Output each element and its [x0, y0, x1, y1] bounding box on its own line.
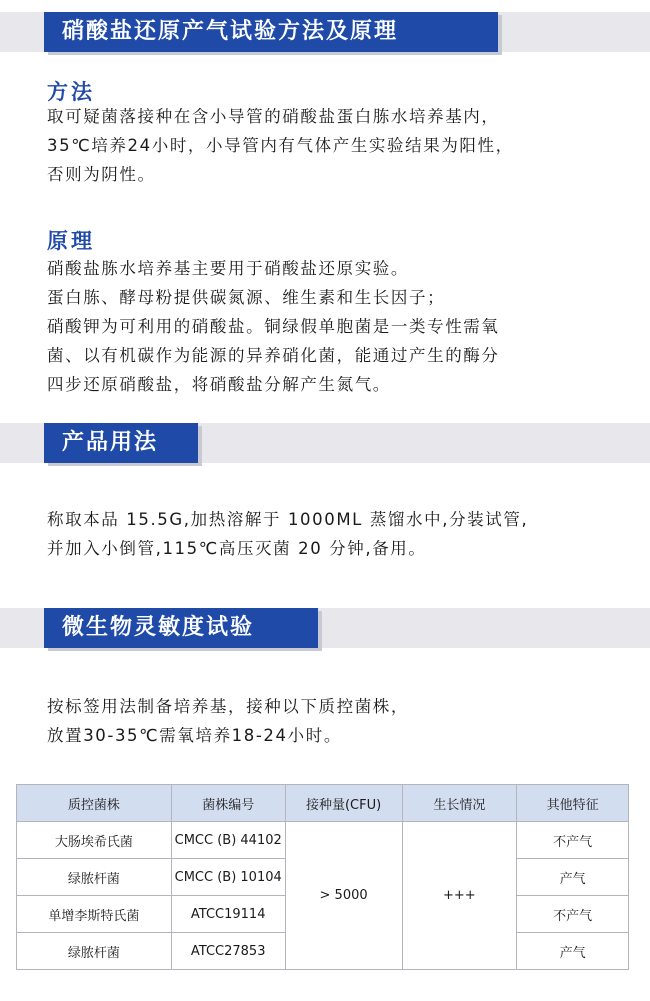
section-banner-usage [0, 423, 650, 463]
strain-cell: 大肠埃希氏菌 [17, 822, 172, 859]
section-banner-nitrate [0, 12, 650, 52]
method-line: 取可疑菌落接种在含小导管的硝酸盐蛋白胨水培养基内， [47, 107, 500, 126]
table-header-row [17, 785, 629, 822]
principle-line: 四步还原硝酸盐，将硝酸盐分解产生氮气。 [47, 375, 391, 394]
code-cell: ATCC19114 [171, 896, 285, 933]
sensitivity-line: 按标签用法制备培养基，接种以下质控菌株， [47, 697, 409, 716]
code-cell: CMCC (B) 10104 [171, 859, 285, 896]
feature-cell: 不产气 [517, 896, 629, 933]
principle-line: 菌、以有机碳作为能源的异养硝化菌，能通过产生的酶分 [47, 346, 500, 365]
section-banner-sensitivity [0, 608, 650, 648]
strain-cell: 绿脓杆菌 [17, 859, 172, 896]
table-row [17, 822, 629, 859]
usage-line: 并加入小倒管,115℃高压灭菌 20 分钟,备用。 [47, 539, 427, 558]
header-code: 菌株编号 [171, 785, 285, 822]
sensitivity-line: 放置30-35℃需氧培养18-24小时。 [47, 726, 342, 745]
banner-title: 微生物灵敏度试验 [44, 608, 318, 648]
header-inoculum: 接种量(CFU) [285, 785, 402, 822]
code-cell: CMCC (B) 44102 [171, 822, 285, 859]
method-line: 35℃培养24小时，小导管内有气体产生实验结果为阳性， [47, 136, 514, 155]
header-growth: 生长情况 [402, 785, 517, 822]
header-strain: 质控菌株 [17, 785, 172, 822]
principle-line: 硝酸钾为可利用的硝酸盐。铜绿假单胞菌是一类专性需氧 [47, 317, 500, 336]
principle-heading: 原理 [47, 229, 95, 253]
feature-cell: 产气 [517, 933, 629, 970]
qc-strain-table [16, 784, 629, 970]
inoculum-cell: > 5000 [285, 822, 402, 970]
feature-cell: 不产气 [517, 822, 629, 859]
banner-title: 产品用法 [44, 423, 198, 463]
principle-line: 蛋白胨、酵母粉提供碳氮源、维生素和生长因子； [47, 288, 446, 307]
sensitivity-paragraph [47, 692, 627, 750]
method-heading: 方法 [47, 80, 95, 104]
banner-title: 硝酸盐还原产气试验方法及原理 [44, 12, 498, 52]
feature-cell: 产气 [517, 859, 629, 896]
usage-line: 称取本品 15.5G,加热溶解于 1000ML 蒸馏水中,分装试管, [47, 510, 529, 529]
principle-line: 硝酸盐胨水培养基主要用于硝酸盐还原实验。 [47, 259, 409, 278]
strain-cell: 绿脓杆菌 [17, 933, 172, 970]
method-line: 否则为阴性。 [47, 165, 156, 184]
usage-paragraph [47, 505, 627, 563]
principle-paragraph [47, 254, 627, 399]
growth-cell: +++ [402, 822, 517, 970]
header-feature: 其他特征 [517, 785, 629, 822]
method-paragraph [47, 102, 627, 189]
strain-cell: 单增李斯特氏菌 [17, 896, 172, 933]
code-cell: ATCC27853 [171, 933, 285, 970]
